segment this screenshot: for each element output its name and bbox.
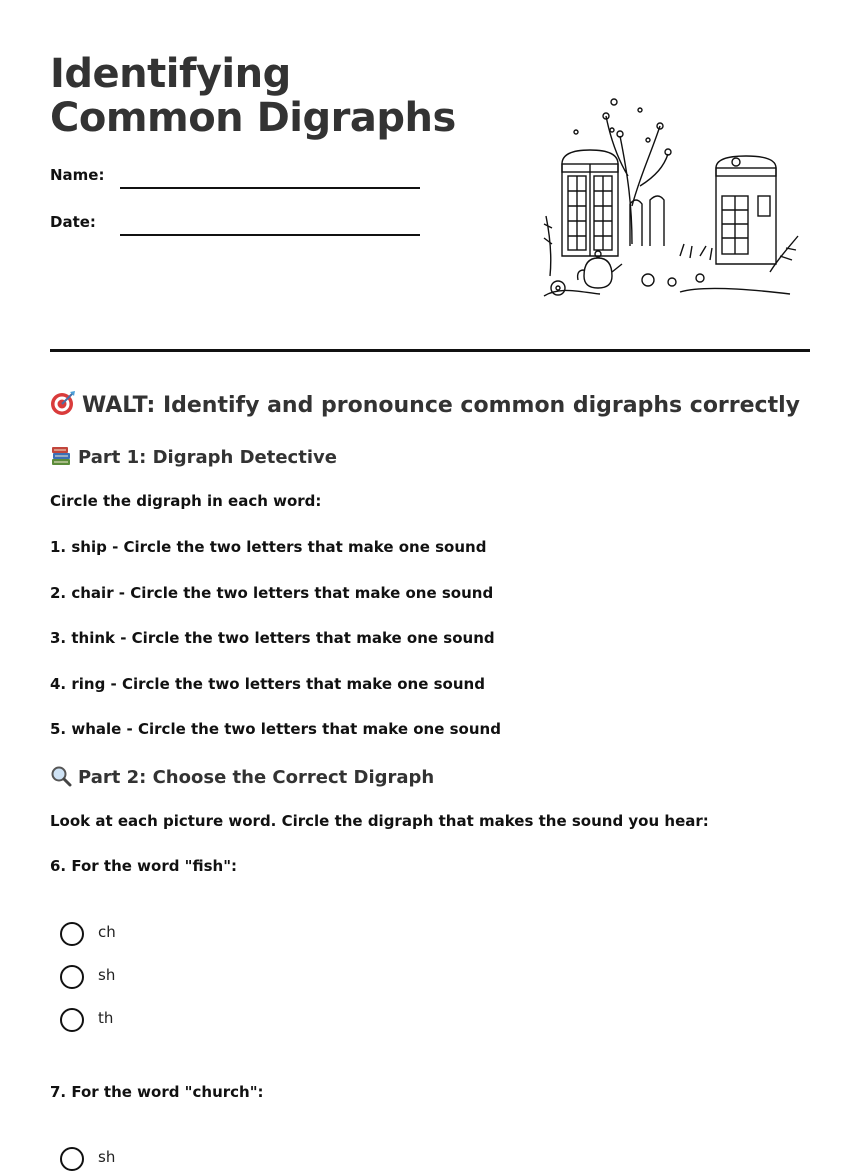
date-field[interactable] xyxy=(120,234,420,236)
option-label: ch xyxy=(98,923,116,941)
date-label: Date: xyxy=(50,213,96,231)
option-label: sh xyxy=(98,1148,116,1166)
question-prompt: 7. For the word "church": xyxy=(50,1083,264,1101)
part1-instruction: Circle the digraph in each word: xyxy=(50,492,322,510)
radio-button[interactable] xyxy=(60,1008,84,1032)
target-icon xyxy=(50,390,76,416)
walt-heading xyxy=(50,390,800,418)
part1-item: 2. chair - Circle the two letters that make one sound xyxy=(50,584,494,602)
part1-heading-text: Part 1: Digraph Detective xyxy=(78,447,337,468)
magnifier-icon xyxy=(50,765,72,787)
walt-text: WALT: Identify and pronounce common digraphs correctly xyxy=(82,393,800,418)
question-prompt: 6. For the word "fish": xyxy=(50,857,238,875)
name-label: Name: xyxy=(50,166,105,184)
option-label: th xyxy=(98,1009,114,1027)
page-title: Identifying Common Digraphs xyxy=(50,51,456,141)
part2-instruction: Look at each picture word. Circle the digraph that makes the sound you hear: xyxy=(50,812,709,830)
part1-item: 5. whale - Circle the two letters that make one sound xyxy=(50,720,501,738)
part1-item: 4. ring - Circle the two letters that make one sound xyxy=(50,675,485,693)
part1-item: 1. ship - Circle the two letters that make one sound xyxy=(50,538,487,556)
part1-item: 3. think - Circle the two letters that make one sound xyxy=(50,629,495,647)
option-label: sh xyxy=(98,966,116,984)
part2-heading xyxy=(50,765,434,788)
phone-box-garden-illustration xyxy=(540,96,802,304)
part1-heading xyxy=(50,445,337,468)
header-divider xyxy=(50,349,810,352)
books-icon xyxy=(50,445,72,467)
radio-button[interactable] xyxy=(60,922,84,946)
radio-button[interactable] xyxy=(60,1147,84,1171)
part2-heading-text: Part 2: Choose the Correct Digraph xyxy=(78,767,435,788)
name-field[interactable] xyxy=(120,187,420,189)
radio-button[interactable] xyxy=(60,965,84,989)
